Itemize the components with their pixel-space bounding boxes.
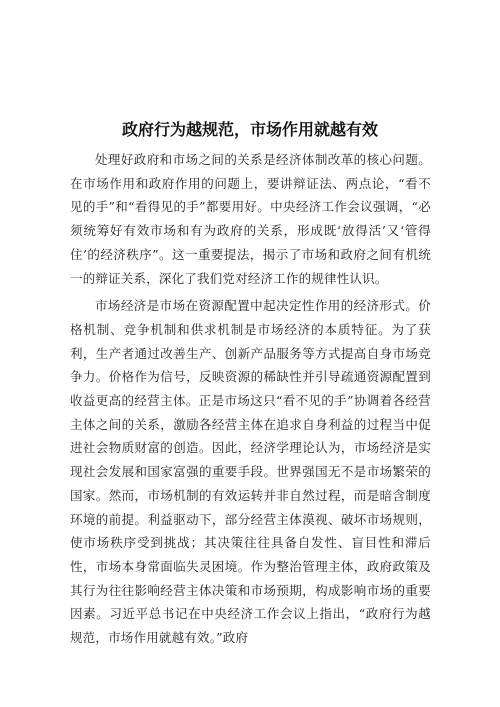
paragraph-market-economy: 市场经济是市场在资源配置中起决定性作用的经济形式。价格机制、竞争机制和供求机制是市场经济的本质特征。为了获利，生产者通过改善生产、创新产品服务等方式提高自身市场竞争力。价格作为信号，反映资源的稀缺性并引导疏通资源配置到收益更高的经营主体。正是市场这只“看不见的手”协调着各经营主体之间的关系，激励各经营主体在追求自身利益的过程当中促进社会物质财富的创造。因此，经济学理论认为，市场经济是实现社会发展和国家富强的重要手段。世界强国无不是市场繁荣的国家。然而，市场机制的有效运转并非自然过程，而是暗含制度环境的前提。利益驱动下，部分经营主体漠视、破坏市场规则，使市场秩序受到挑战；其决策往往具备自发性、盲目性和滞后性，市场本身常面临失灵困境。作为整治管理主体，政府政策及其行为往往影响经营主体决策和市场预期，构成影响市场的重要因素。习近平总书记在中央经济工作会议上指出，“政府行为越规范，市场作用就越有效。”政府 [70,298,431,646]
paragraph-intro: 处理好政府和市场之间的关系是经济体制改革的核心问题。在市场作用和政府作用的问题上，要讲辩证法、两点论，“看不见的手”和“看得见的手”都要用好。中央经济工作会议强调，“必须统筹好有效市场和有为政府的关系，形成既‘放得活’又‘管得住’的经济秩序”。这一重要提法，揭示了市场和政府之间有机统一的辩证关系，深化了我们党对经济工作的规律性认识。 [70,152,431,286]
document-body [70,148,431,650]
document-title: 政府行为越规范，市场作用就越有效 [121,120,378,139]
